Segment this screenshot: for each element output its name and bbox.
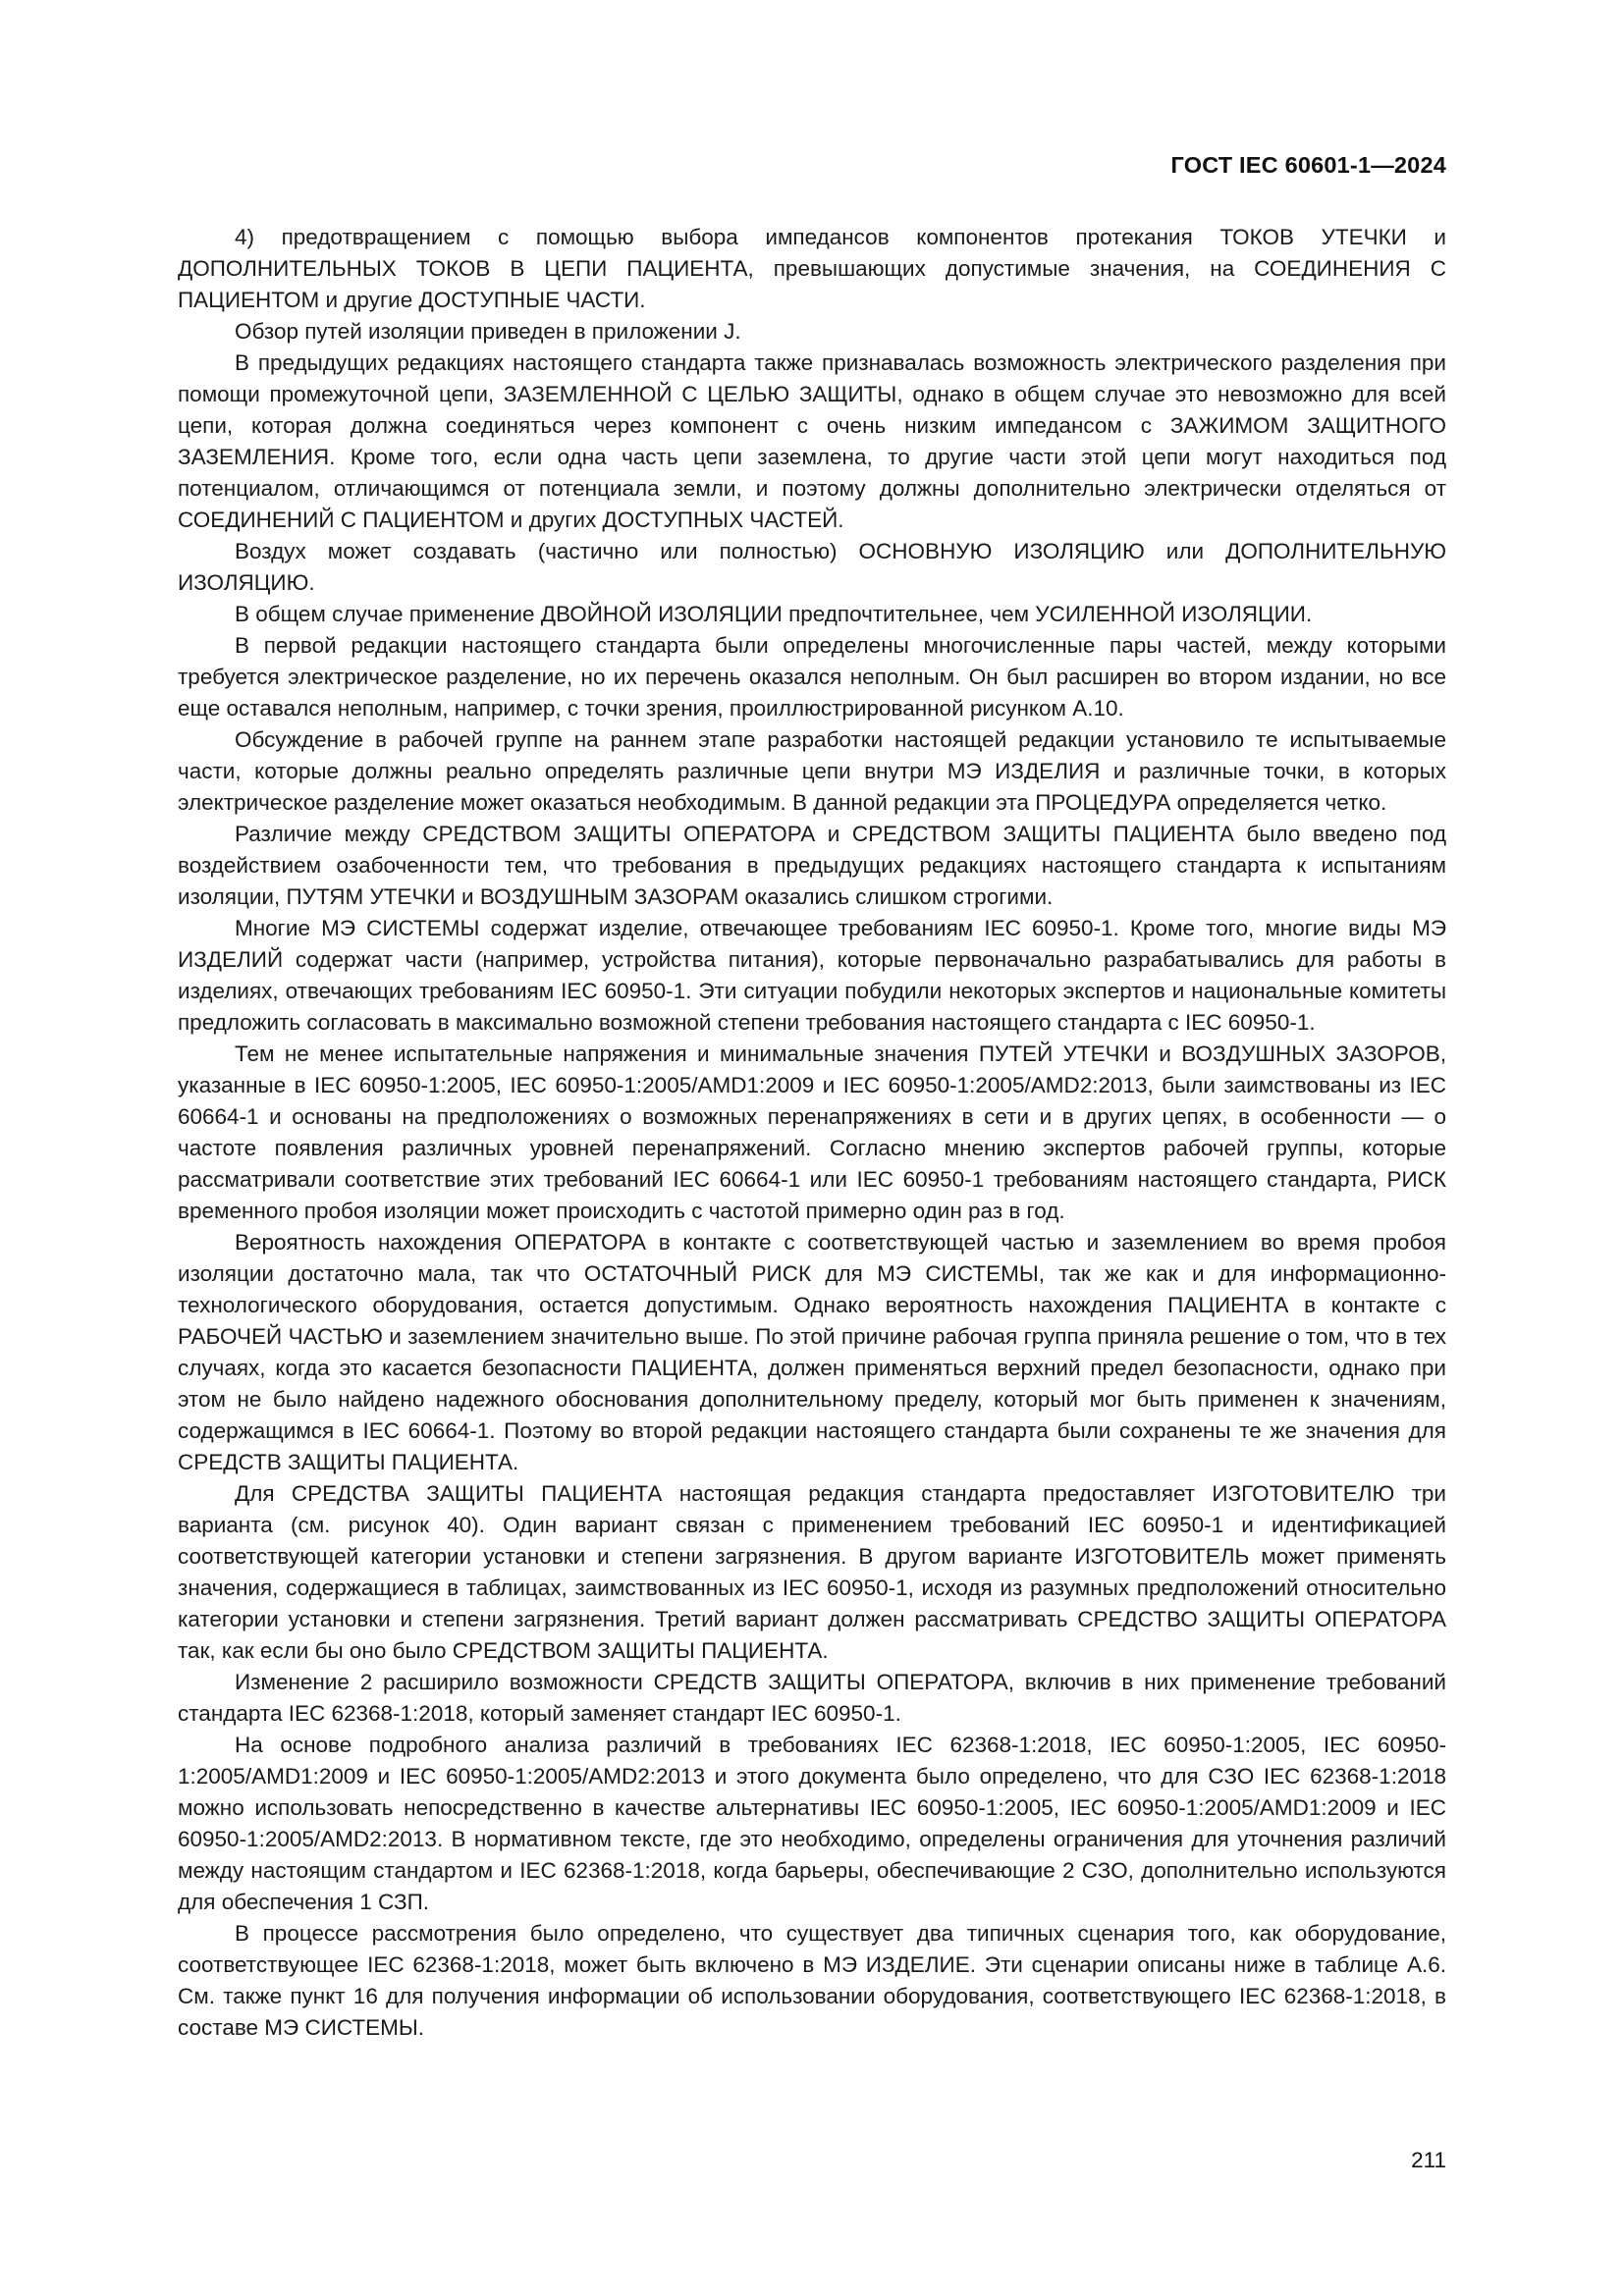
standard-title: ГОСТ IEC 60601-1—2024 xyxy=(1170,152,1446,178)
paragraph: Воздух может создавать (частично или полностью) ОСНОВНУЮ ИЗОЛЯЦИЮ или ДОПОЛНИТЕЛЬНУЮ ИЗОЛЯЦИЮ. xyxy=(178,539,1446,595)
paragraph: В процессе рассмотрения было определено, что существует два типичных сценария того, как оборудование, соответствующее IEC 62368-1:2018, может быть включено в МЭ ИЗДЕЛИЕ. Эти сценарии описаны ниже в таблице А.6. См. также пункт 16 для получения информации об использовании оборудования, соответствующего IEC 62368-1:2018, в составе МЭ СИСТЕМЫ. xyxy=(178,1921,1446,2040)
paragraph: Обзор путей изоляции приведен в приложении J. xyxy=(235,319,741,344)
paragraph: Тем не менее испытательные напряжения и минимальные значения ПУТЕЙ УТЕЧКИ и ВОЗДУШНЫХ ЗАЗОРОВ, указанные в IEC 60950-1:2005, IEC 60950-1:2005/AMD1:2009 и IEC 60950-1:2005/AMD2:2013, были заимствованы из IEC 60664-1 и основаны на предположениях о возможных перенапряжениях в сети и в других цепях, в особенности — о частоте появления различных уровней перенапряжений. Согласно мнению экспертов рабочей группы, которые рассматривали соответствие этих требований IEC 60664-1 или IEC 60950-1 требованиям настоящего стандарта, РИСК временного пробоя изоляции может происходить с частотой примерно один раз в год. xyxy=(178,1041,1446,1223)
page-number: 211 xyxy=(1411,2148,1446,2172)
paragraph: В первой редакции настоящего стандарта были определены многочисленные пары частей, между которыми требуется электрическое разделение, но их перечень оказался неполным. Он был расширен во втором издании, но все еще оставался неполным, например, с точки зрения, проиллюстрированной рисунком А.10. xyxy=(178,633,1446,721)
paragraph: Вероятность нахождения ОПЕРАТОРА в контакте с соответствующей частью и заземлением во время пробоя изоляции достаточно мала, так что ОСТАТОЧНЫЙ РИСК для МЭ СИСТЕМЫ, так же как и для информационно-технологического оборудования, остается допустимым. Однако вероятность нахождения ПАЦИЕНТА в контакте с РАБОЧЕЙ ЧАСТЬЮ и заземлением значительно выше. По этой причине рабочая группа приняла решение о том, что в тех случаях, когда это касается безопасности ПАЦИЕНТА, должен применяться верхний предел безопасности, однако при этом не было найдено надежного обоснования дополнительному пределу, который мог быть применен к значениям, содержащимся в IEC 60664-1. Поэтому во второй редакции настоящего стандарта были сохранены те же значения для СРЕДСТВ ЗАЩИТЫ ПАЦИЕНТА. xyxy=(178,1230,1446,1474)
paragraph: 4) предотвращением с помощью выбора импедансов компонентов протекания ТОКОВ УТЕЧКИ и ДОПОЛНИТЕЛЬНЫХ ТОКОВ В ЦЕПИ ПАЦИЕНТА, превышающих допустимые значения, на СОЕДИНЕНИЯ С ПАЦИЕНТОМ и другие ДОСТУПНЫЕ ЧАСТИ. xyxy=(178,225,1446,312)
body-text xyxy=(178,222,1446,2044)
paragraph: В предыдущих редакциях настоящего стандарта также признавалась возможность электрического разделения при помощи промежуточной цепи, ЗАЗЕМЛЕННОЙ С ЦЕЛЬЮ ЗАЩИТЫ, однако в общем случае это невозможно для всей цепи, которая должна соединяться через компонент с очень низким импедансом с ЗАЖИМОМ ЗАЩИТНОГО ЗАЗЕМЛЕНИЯ. Кроме того, если одна часть цепи заземлена, то другие части этой цепи могут находиться под потенциалом, отличающимся от потенциала земли, и поэтому должны дополнительно электрически отделяться от СОЕДИНЕНИЙ С ПАЦИЕНТОМ и других ДОСТУПНЫХ ЧАСТЕЙ. xyxy=(178,350,1446,532)
paragraph: Изменение 2 расширило возможности СРЕДСТВ ЗАЩИТЫ ОПЕРАТОРА, включив в них применение требований стандарта IEC 62368-1:2018, который заменяет стандарт IEC 60950-1. xyxy=(178,1670,1446,1726)
paragraph: Различие между СРЕДСТВОМ ЗАЩИТЫ ОПЕРАТОРА и СРЕДСТВОМ ЗАЩИТЫ ПАЦИЕНТА было введено под воздействием озабоченности тем, что требования в предыдущих редакциях настоящего стандарта к испытаниям изоляции, ПУТЯМ УТЕЧКИ и ВОЗДУШНЫМ ЗАЗОРАМ оказались слишком строгими. xyxy=(178,822,1446,909)
paragraph: В общем случае применение ДВОЙНОЙ ИЗОЛЯЦИИ предпочтительнее, чем УСИЛЕННОЙ ИЗОЛЯЦИИ. xyxy=(235,602,1313,626)
paragraph: На основе подробного анализа различий в требованиях IEC 62368-1:2018, IEC 60950-1:2005, IEC 60950-1:2005/AMD1:2009 и IEC 60950-1:2005/AMD2:2013 и этого документа было определено, что для СЗО IEC 62368-1:2018 можно использовать непосредственно в качестве альтернативы IEC 60950-1:2005, IEC 60950-1:2005/AMD1:2009 и IEC 60950-1:2005/AMD2:2013. В нормативном тексте, где это необходимо, определены ограничения для уточнения различий между настоящим стандартом и IEC 62368-1:2018, когда барьеры, обеспечивающие 2 СЗО, дополнительно используются для обеспечения 1 СЗП. xyxy=(178,1733,1446,1914)
paragraph: Многие МЭ СИСТЕМЫ содержат изделие, отвечающее требованиям IEC 60950-1. Кроме того, многие виды МЭ ИЗДЕЛИЙ содержат части (например, устройства питания), которые первоначально разрабатывались для работы в изделиях, отвечающих требованиям IEC 60950-1. Эти ситуации побудили некоторых экспертов и национальные комитеты предложить согласовать в максимально возможной степени требования настоящего стандарта с IEC 60950-1. xyxy=(178,916,1446,1035)
paragraph: Обсуждение в рабочей группе на раннем этапе разработки настоящей редакции установило те испытываемые части, которые должны реально определять различные цепи внутри МЭ ИЗДЕЛИЯ и различные точки, в которых электрическое разделение может оказаться необходимым. В данной редакции эта ПРОЦЕДУРА определяется четко. xyxy=(178,727,1446,815)
paragraph: Для СРЕДСТВА ЗАЩИТЫ ПАЦИЕНТА настоящая редакция стандарта предоставляет ИЗГОТОВИТЕЛЮ три варианта (см. рисунок 40). Один вариант связан с применением требований IEC 60950-1 и идентификацией соответствующей категории установки и степени загрязнения. В другом варианте ИЗГОТОВИТЕЛЬ может применять значения, содержащиеся в таблицах, заимствованных из IEC 60950-1, исходя из разумных предположений относительно категории установки и степени загрязнения. Третий вариант должен рассматривать СРЕДСТВО ЗАЩИТЫ ОПЕРАТОРА так, как если бы оно было СРЕДСТВОМ ЗАЩИТЫ ПАЦИЕНТА. xyxy=(178,1481,1446,1663)
